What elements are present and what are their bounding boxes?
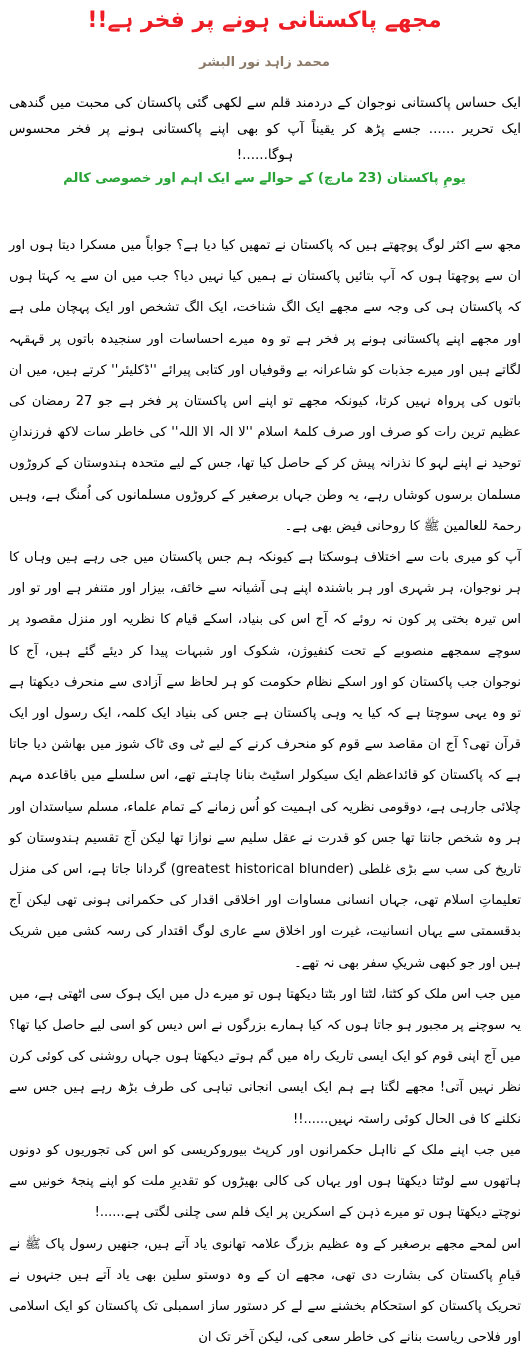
article-body	[9, 230, 521, 1353]
paragraph: میں جب اس ملک کو کٹتا، لٹتا اور بٹتا دیکھتا ہوں تو میرے دل میں ایک ہوک سی اٹھتی ہے، میں یہ سوچنے پر مجبور ہو جاتا ہوں کہ کیا ہمارے بزرگوں نے اس دیس کو اسی لیے حاصل کیا تھا؟ میں آج اپنی قوم کو ایک ایسی تاریک راہ میں گم ہوتے دیکھتا ہوں جہاں روشنی کی کوئی کرن نظر نہیں آتی! مجھے لگتا ہے ہم ایک ایسی انجانی تباہی کی طرف بڑھ رہے ہیں جس سے نکلنے کا فی الحال کوئی راستہ نہیں......!!	[9, 979, 521, 1135]
paragraph: مجھ سے اکثر لوگ پوچھتے ہیں کہ پاکستان نے تمھیں کیا دیا ہے؟ جواباً میں مسکرا دیتا ہوں اور ان سے پوچھتا ہوں کہ آپ بتائیں پاکستان نے ہمیں کیا نہیں دیا؟ جب میں ان سے یہ کہتا ہوں کہ پاکستان ہی کی وجہ سے مجھے ایک الگ شناخت، ایک الگ تشخص اور ایک پہچان ملی ہے اور مجھے اپنے پاکستانی ہونے پر فخر ہے تو وہ میرے احساسات اور سنجیدہ باتوں پر قہقہہ لگاتے ہیں اور میرے جذبات کو شاعرانہ بے وقوفیاں اور کتابی پیرائے ''ڈکلیئر'' کرتے ہیں، میں ان باتوں کی پرواہ نہیں کرتا، کیونکہ مجھے تو اپنے اس پاکستان پر فخر ہے جو 27 رمضان کی عظیم ترین رات کو صرف اور صرف کلمۂ اسلام ''لا الہ الا اللہ'' کی خاطر سات لاکھ فرزندانِ توحید نے اپنے لہو کا نذرانہ پیش کر کے حاصل کیا تھا، جس کے لیے متحدہ ہندوستان کے کروڑوں مسلمان برسوں کوشاں رہے، یہ وطن جہاں برصغیر کے کروڑوں مسلمانوں کی اُمنگ ہے، وہیں رحمۃ للعالمین ﷺ کا روحانی فیض بھی ہے۔	[9, 230, 521, 542]
author-name: محمد زاہد نور البشر	[0, 52, 529, 74]
paragraph: اس لمحے مجھے برصغیر کے وہ عظیم بزرگ علامہ تھانوی یاد آتے ہیں، جنھیں رسول پاک ﷺ نے قیامِ پاکستان کی بشارت دی تھی، مجھے ان کے وہ دوستو سلین بھی یاد آتے ہیں جنہوں نے تحریک پاکستان کو استحکام بخشنے سے لے کر دستور ساز اسمبلی تک پاکستان کو ایک اسلامی اور فلاحی ریاست بنانے کی خاطر سعی کی، لیکن آخر تک ان	[9, 1229, 521, 1353]
paragraph: میں جب اپنے ملک کے نااہل حکمرانوں اور کرپٹ بیوروکریسی کو اس کی تجوریوں کو دونوں ہاتھوں سے لوٹتا دیکھتا ہوں اور یہاں کی کالی بھیڑوں کو تقدیرِ ملت کو اپنے پنجۂ خونیں سے نوچتے دیکھتا ہوں تو میرے ذہن کے اسکرین پر ایک فلم سی چلنی لگتی ہے......!	[9, 1135, 521, 1229]
article-intro: ایک حساس پاکستانی نوجوان کے دردمند قلم سے لکھی گئی پاکستان کی محبت میں گندھی ایک تحریر ...... جسے پڑھ کر یقیناً آپ کو بھی اپنے پاکستانی ہونے پر فخر محسوس ہوگا......!	[9, 90, 521, 168]
article-subtitle: یومِ پاکستان (23 مارچ) کے حوالے سے ایک اہم اور خصوصی کالم	[0, 166, 529, 192]
article-title: مجھے پاکستانی ہونے پر فخر ہے!!	[0, 4, 529, 38]
paragraph: آپ کو میری بات سے اختلاف ہوسکتا ہے کیونکہ ہم جس پاکستان میں جی رہے ہیں وہاں کا ہر نوجوان، ہر شہری اور ہر باشندہ اپنے ہی آشیانہ سے خائف، بیزار اور متنفر ہے اور تو اور اس تیرہ بختی پر کون نہ روئے کہ آج اس کی بنیاد، اسکے قیام کا نظریہ اور منزل مقصود پر سوچے سمجھے منصوبے کے تحت کنفیوژن، شکوک اور شبہات پیدا کر دیئے گئے ہیں، آج کا نوجوان جب پاکستان کو اور اسکے نظام حکومت کو ہر لحاظ سے آزادی سے منحرف دیکھتا ہے تو وہ یہی سوچتا ہے کہ کیا یہ وہی پاکستان ہے جس کی بنیاد ایک کلمہ، ایک رسول اور ایک قرآن تھی؟ آج ان مقاصد سے قوم کو منحرف کرنے کے لیے ٹی وی ٹاک شوز میں بھاشن دیا جاتا ہے کہ پاکستان کو قائداعظم ایک سیکولر اسٹیٹ بنانا چاہتے تھے، اس سلسلے میں باقاعدہ مہم چلائی جارہی ہے، دوقومی نظریہ کی اہمیت کو اُس زمانے کے تمام علماء، مسلم سیاستدان اور ہر وہ شخص جانتا تھا جس کو قدرت نے عقل سلیم سے نوازا تھا لیکن آج تقسیم ہندوستان کو تاریخ کی سب سے بڑی غلطی (greatest historical blunder) گردانا جاتا ہے، اس کی منزل تعلیماتِ اسلام تھی، جہاں انسانی مساوات اور اخلاقی اقدار کی حکمرانی ہونی تھی لیکن آج بدقسمتی سے یہاں انسانیت، غیرت اور اخلاق سے عاری لوگ اقتدار کی رسہ کشی میں شریک ہیں اور جو کبھی شریکِ سفر بھی نہ تھے۔	[9, 542, 521, 979]
